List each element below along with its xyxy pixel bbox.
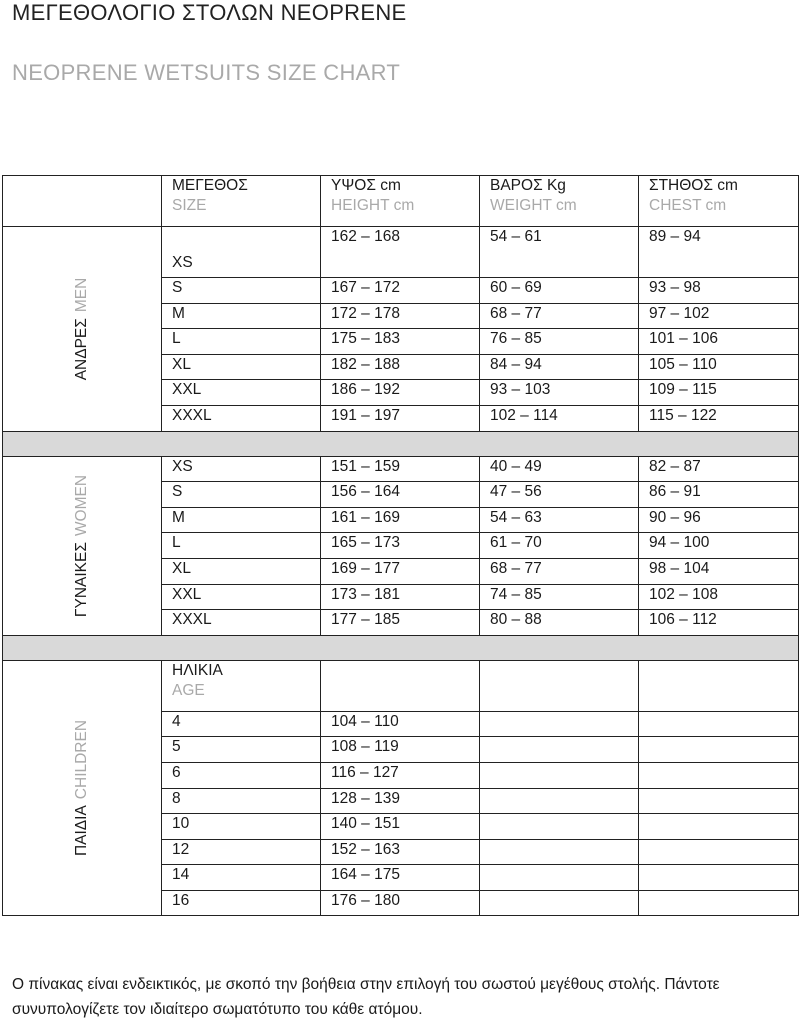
men-group-label: ΑΝΔΡΕΣMEN [3, 227, 162, 432]
header-height: ΥΨΟΣ cm HEIGHT cm [321, 176, 480, 227]
section-separator [3, 635, 799, 660]
table-row: 4 104 – 110 [3, 711, 799, 737]
children-group-label: ΠΑΙΔΙΑCHILDREN [3, 660, 162, 916]
table-row: XL 169 – 177 68 – 77 98 – 104 [3, 558, 799, 584]
page-title: ΜΕΓΕΘΟΛΟΓΙΟ ΣΤΟΛΩΝ NEOPRENE [12, 0, 407, 25]
table-row: ΓΥΝΑΙΚΕΣWOMEN XS 151 – 159 40 – 49 82 – 87 [3, 456, 799, 482]
table-row: 14 164 – 175 [3, 865, 799, 891]
header-row [3, 176, 799, 227]
table-row: L 165 – 173 61 – 70 94 – 100 [3, 533, 799, 559]
table-row: M 172 – 178 68 – 77 97 – 102 [3, 303, 799, 329]
size-chart-table [2, 175, 799, 916]
women-group-label: ΓΥΝΑΙΚΕΣWOMEN [3, 456, 162, 635]
table-row: 8 128 – 139 [3, 788, 799, 814]
disclaimer-note: Ο πίνακας είναι ενδεικτικός, με σκοπό την βοήθεια στην επιλογή του σωστού μεγέθους στολής. Πάντοτε συνυπολογίζετε τον ιδιαίτερο σωματότυπο του κάθε ατόμου. [12, 976, 720, 1018]
table-row: 6 116 – 127 [3, 762, 799, 788]
table-row: ΑΝΔΡΕΣMEN XS 162 – 168 54 – 61 89 – 94 [3, 227, 799, 278]
header-chest: ΣΤΗΘΟΣ cm CHEST cm [639, 176, 799, 227]
table-row: XL 182 – 188 84 – 94 105 – 110 [3, 354, 799, 380]
table-row: 12 152 – 163 [3, 839, 799, 865]
header-size: ΜΕΓΕΘΟΣ SIZE [162, 176, 321, 227]
table-row: 10 140 – 151 [3, 814, 799, 840]
age-header: ΗΛΙΚΙΑ AGE [162, 660, 321, 711]
table-row: XXL 186 – 192 93 – 103 109 – 115 [3, 380, 799, 406]
page-subtitle: NEOPRENE WETSUITS SIZE CHART [12, 60, 401, 85]
table-row: XXL 173 – 181 74 – 85 102 – 108 [3, 584, 799, 610]
age-header-row [3, 660, 799, 711]
table-row: 16 176 – 180 [3, 890, 799, 916]
table-row: S 167 – 172 60 – 69 93 – 98 [3, 278, 799, 304]
table-row: 5 108 – 119 [3, 737, 799, 763]
header-weight: ΒΑΡΟΣ Kg WEIGHT cm [480, 176, 639, 227]
table-row: XXXL 177 – 185 80 – 88 106 – 112 [3, 610, 799, 636]
section-separator [3, 431, 799, 456]
table-row: L 175 – 183 76 – 85 101 – 106 [3, 329, 799, 355]
table-row: M 161 – 169 54 – 63 90 – 96 [3, 507, 799, 533]
header-empty-cell [3, 176, 162, 227]
table-row: XXXL 191 – 197 102 – 114 115 – 122 [3, 405, 799, 431]
table-row: S 156 – 164 47 – 56 86 – 91 [3, 482, 799, 508]
